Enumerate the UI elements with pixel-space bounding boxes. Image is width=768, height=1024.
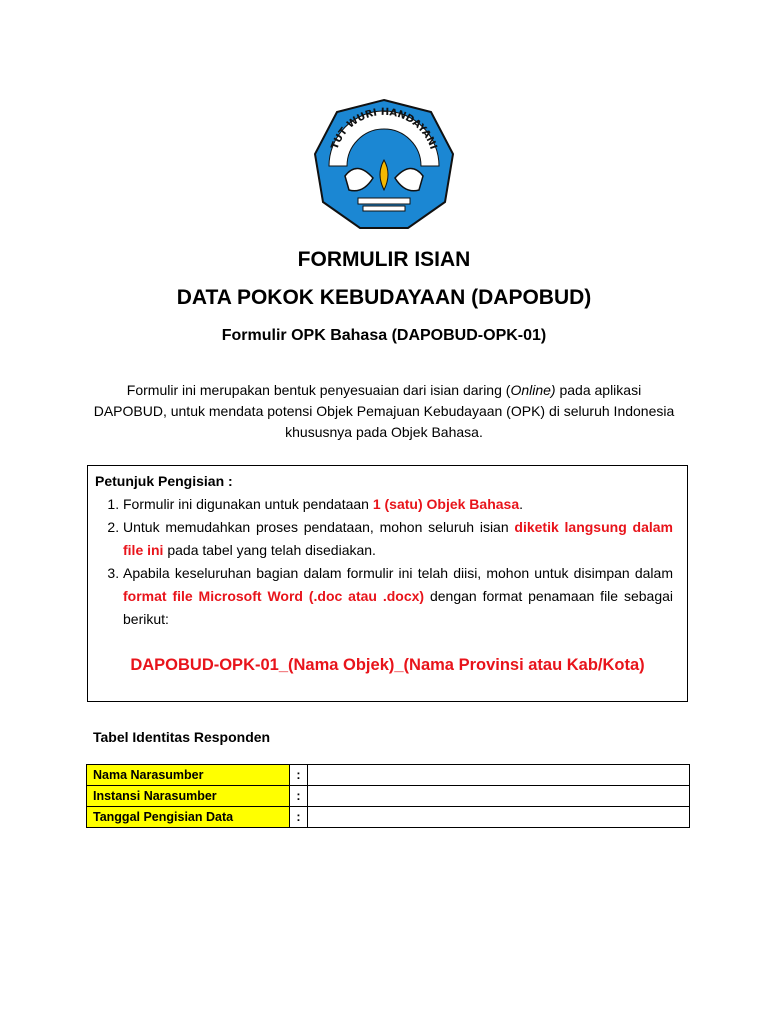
tut-wuri-handayani-logo [313, 98, 455, 230]
table-row [87, 786, 690, 807]
instruction-item-3: 3. Apabila keseluruhan bagian dalam formulir ini telah diisi, mohon untuk disimpan dalam format file Microsoft Word (.doc atau .docx) dengan format penamaan file sebagai berikut: [123, 562, 673, 631]
form-title-dapobud: DATA POKOK KEBUDAYAAN (DAPOBUD) [176, 286, 592, 309]
row-colon: : [290, 786, 308, 807]
instructions-list [95, 493, 673, 631]
instructions-heading: Petunjuk Pengisian : [95, 473, 233, 489]
respondent-table [86, 764, 690, 828]
form-title: FORMULIR ISIAN [297, 248, 471, 271]
fill-date-field[interactable] [308, 807, 690, 828]
respondent-table-title: Tabel Identitas Responden [93, 729, 271, 745]
row-label: Nama Narasumber [87, 765, 290, 786]
row-colon: : [290, 807, 308, 828]
instruction-item-2: 2. Untuk memudahkan proses pendataan, mohon seluruh isian diketik langsung dalam file ini pada tabel yang telah disediakan. [123, 516, 673, 562]
table-row [87, 765, 690, 786]
row-label: Instansi Narasumber [87, 786, 290, 807]
svg-text:TUT WURI HANDAYANI: TUT WURI HANDAYANI [329, 106, 439, 151]
row-colon: : [290, 765, 308, 786]
source-institution-field[interactable] [308, 786, 690, 807]
table-row [87, 807, 690, 828]
form-subtitle: Formulir OPK Bahasa (DAPOBUD-OPK-01) [221, 327, 547, 344]
file-naming-format: DAPOBUD-OPK-01_(Nama Objek)_(Nama Provinsi atau Kab/Kota) [130, 656, 645, 674]
online-term: Online) [510, 382, 556, 398]
instruction-item-1: 1. Formulir ini digunakan untuk pendataan 1 (satu) Objek Bahasa. [123, 493, 673, 516]
source-name-field[interactable] [308, 765, 690, 786]
intro-paragraph: Formulir ini merupakan bentuk penyesuaian dari isian daring (Online) pada aplikasi DAPOBUD, untuk mendata potensi Objek Pemajuan Kebudayaan (OPK) di seluruh Indonesia khususnya pada Objek Bahasa. [93, 382, 675, 440]
row-label: Tanggal Pengisian Data [87, 807, 290, 828]
